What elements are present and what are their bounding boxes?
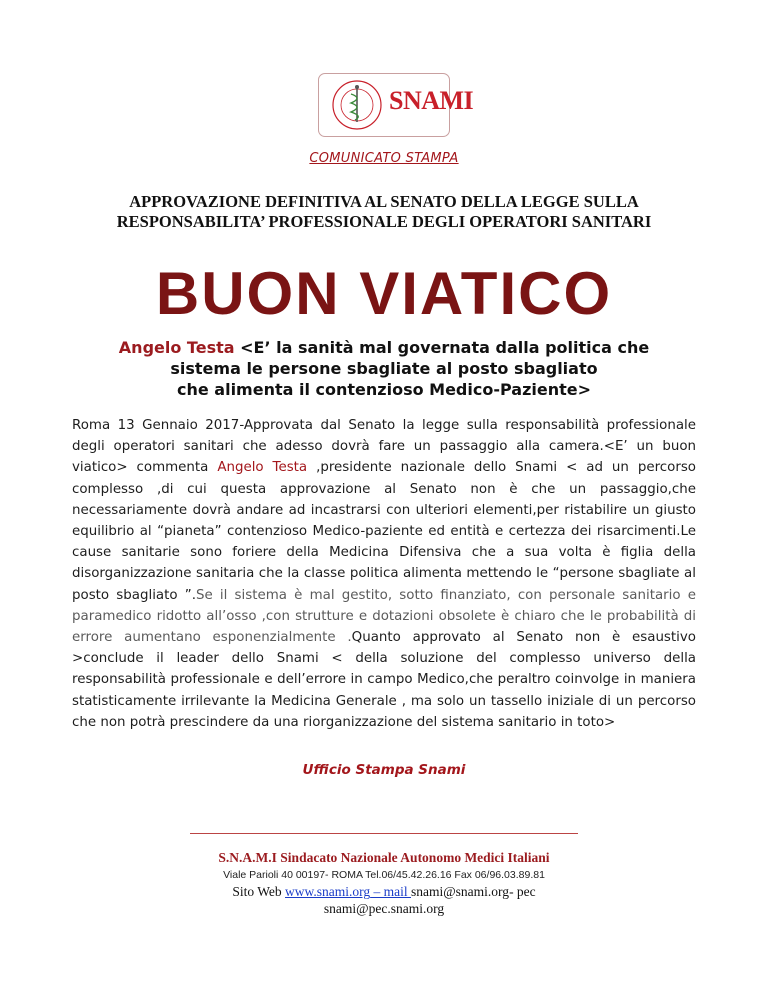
email-address: snami@snami.org: [411, 884, 510, 899]
quote-line-3: che alimenta il contenzioso Medico-Paziente>: [176, 380, 592, 399]
emphasis-phrase: non è esaustivo: [575, 630, 696, 646]
footer-divider: [190, 833, 578, 834]
mail-link[interactable]: – mail: [370, 884, 411, 899]
quote-line-1: <E’ la sanità mal governata dalla politica che: [234, 338, 650, 357]
website-link[interactable]: www.snami.org: [285, 884, 371, 899]
approval-line-2: RESPONSABILITA’ PROFESSIONALE DEGLI OPERATORI SANITARI: [116, 212, 652, 231]
approval-heading: [60, 192, 708, 232]
body-segment: del complesso universo della responsabilità professionale e dell’errore in campo Medico,che peraltro coinvolge in maniera statisticamente irrilevante la Medicina Generale , ma solo un tassello iniziale di un percorso che non potrà prescindere da una riorganizzazione del sistema sanitario in toto>: [72, 651, 696, 730]
body-segment: Se il sistema è mal gestito, sotto finanziato, con personale sanitario e paramedico ridotto all’osso ,con strutture e dotazioni obsolete è chiaro che le probabilità di errore aumentano esponenzialmente .: [72, 587, 696, 646]
logo-wordmark: SNAMI: [389, 86, 474, 115]
body-segment: < ad un percorso complesso ,di cui questa approvazione al Senato non è che un passaggio,che necessariamente dovrà andare ad incastrarsi con ulteriori elementi,per ristabilire un giusto equilibrio al “pianeta” contenzioso Medico-paziente ed entità e certezza dei risarcimenti.Le cause sanitarie sono foriere della Medicina Difensiva che a sua volta è figlia della disorganizzazione sanitaria che la classe politica alimenta mettendo le: [72, 460, 697, 582]
quote-line-2: sistema le persone sbagliate al posto sbagliato: [170, 359, 598, 378]
article-body: [72, 415, 696, 733]
footer-contacts: [0, 883, 768, 917]
person-name: Angelo Testa: [217, 460, 308, 476]
person-role: ,presidente nazionale dello Snami: [307, 460, 558, 476]
quote-author: Angelo Testa: [118, 338, 235, 357]
quoted-phrase: “persone sbagliate al posto sbagliato ”.: [72, 566, 696, 603]
headline-quote: [60, 337, 708, 400]
body-segment: -Approvata dal Senato la legge sulla responsabilità professionale degli operatori sanitari che adesso dovrà fare un passaggio alla camera.<E’ un buon viatico> commenta: [72, 418, 696, 476]
main-title: BUON VIATICO: [155, 260, 613, 327]
pec-label: - pec: [509, 884, 536, 899]
emphasis-phrase: < della soluzione: [331, 651, 464, 667]
body-segment: Quanto approvato al Senato: [351, 630, 576, 646]
approval-line-1: APPROVAZIONE DEFINITIVA AL SENATO DELLA LEGGE SULLA: [129, 192, 639, 211]
pec-address: snami@pec.snami.org: [323, 901, 445, 916]
press-release-heading: COMUNICATO STAMPA: [309, 151, 459, 166]
footer-organization: S.N.A.M.I Sindacato Nazionale Autonomo Medici Italiani: [218, 850, 550, 865]
web-label: Sito Web: [232, 884, 285, 899]
signature: Ufficio Stampa Snami: [302, 762, 466, 778]
snami-logo: [318, 73, 474, 137]
dateline: Roma 13 Gennaio 2017: [72, 418, 240, 433]
footer-address: Viale Parioli 40 00197- ROMA Tel.06/45.42.26.16 Fax 06/96.03.89.81: [223, 869, 545, 881]
body-segment: >conclude il leader dello Snami: [72, 651, 332, 667]
